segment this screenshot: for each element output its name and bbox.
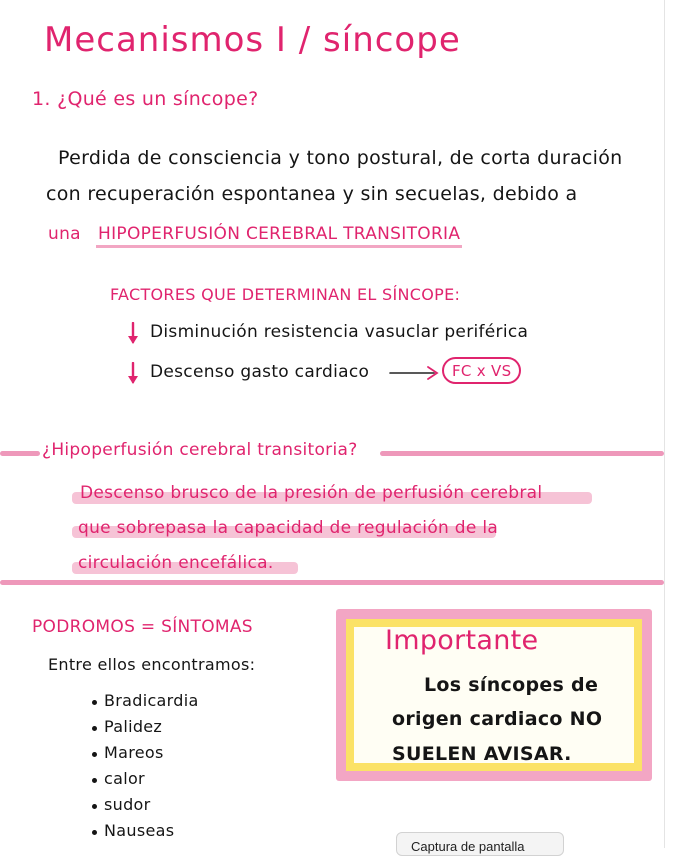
definition-highlight: HIPOPERFUSIÓN CEREBRAL TRANSITORIA bbox=[96, 224, 462, 248]
subdefinition-line-2: que sobrepasa la capacidad de regulación de la bbox=[78, 518, 499, 538]
list-item: Palidez bbox=[92, 714, 199, 740]
prodromes-intro: Entre ellos encontramos: bbox=[48, 655, 256, 674]
factor-item: Descenso gasto cardiaco bbox=[150, 362, 370, 382]
important-line-3: SUELEN AVISAR. bbox=[392, 743, 572, 765]
important-title: Importante bbox=[385, 625, 539, 656]
screenshot-tooltip: Captura de pantalla bbox=[396, 832, 564, 856]
list-item: calor bbox=[92, 766, 199, 792]
list-item: sudor bbox=[92, 792, 199, 818]
list-item: Bradicardia bbox=[92, 688, 199, 714]
definition-line-3-prefix: una bbox=[48, 224, 81, 244]
section-divider bbox=[380, 451, 664, 456]
subdefinition-line-1: Descenso brusco de la presión de perfusión cerebral bbox=[80, 483, 543, 503]
question-heading: 1. ¿Qué es un síncope? bbox=[32, 88, 259, 110]
definition-line-2: con recuperación espontanea y sin secuelas, debido a bbox=[46, 183, 578, 205]
list-item: Nauseas bbox=[92, 818, 199, 844]
symptom-list bbox=[92, 688, 199, 844]
list-item: Mareos bbox=[92, 740, 199, 766]
section-divider bbox=[0, 451, 40, 456]
definition-line-1: Perdida de consciencia y tono postural, de corta duración bbox=[58, 147, 623, 169]
important-line-1: Los síncopes de bbox=[424, 674, 599, 696]
formula-badge: FC x VS bbox=[442, 357, 521, 384]
subquestion-heading: ¿Hipoperfusión cerebral transitoria? bbox=[42, 440, 358, 460]
page-title: Mecanismos I / síncope bbox=[44, 20, 461, 60]
factor-item: Disminución resistencia vasuclar periférica bbox=[150, 322, 529, 342]
arrow-right-icon bbox=[388, 363, 440, 383]
important-line-2: origen cardiaco NO bbox=[392, 708, 603, 730]
section-divider bbox=[0, 580, 664, 585]
arrow-down-icon bbox=[127, 322, 139, 346]
arrow-down-icon bbox=[127, 362, 139, 386]
prodromes-heading: PODROMOS = SÍNTOMAS bbox=[32, 617, 253, 637]
factors-heading: FACTORES QUE DETERMINAN EL SÍNCOPE: bbox=[110, 285, 461, 304]
subdefinition-line-3: circulación encefálica. bbox=[78, 553, 274, 573]
